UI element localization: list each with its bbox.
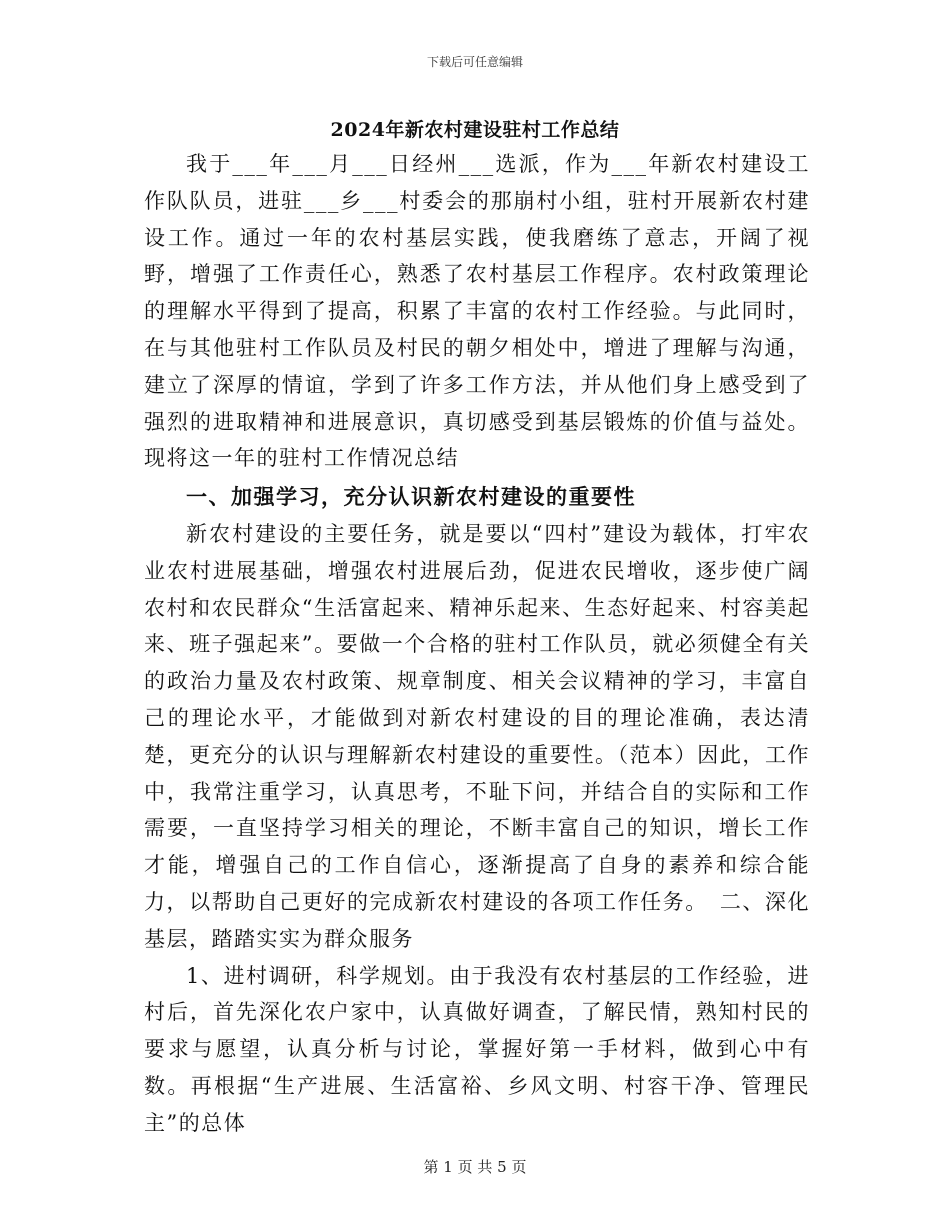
paragraph-item-1: 1、进村调研，科学规划。由于我没有农村基层的工作经验，进村后，首先深化农户家中，认真做好调查，了解民情，熟知村民的要求与愿望，认真分析与讨论，掌握好第一手材料，做到心中有数。再根据“生产进展、生活富裕、乡风文明、村容干净、管理民主”的总体	[144, 963, 810, 1135]
header-note: 下载后可任意编辑	[426, 55, 523, 69]
section-heading-1: 一、加强学习，充分认识新农村建设的重要性	[186, 484, 636, 510]
document-body	[144, 146, 810, 1142]
document-title: 2024年新农村建设驻村工作总结	[330, 119, 620, 141]
paragraph-intro: 我于___年___月___日经州___选派，作为___年新农村建设工作队队员，进驻___乡___村委会的那崩村小组，驻村开展新农村建设工作。通过一年的农村基层实践，使我磨练了意志，开阔了视野，增强了工作责任心，熟悉了农村基层工作程序。农村政策理论的理解水平得到了提高，积累了丰富的农村工作经验。与此同时，在与其他驻村工作队员及村民的朝夕相处中，增进了理解与沟通，建立了深厚的情谊，学到了许多工作方法，并从他们身上感受到了强烈的进取精神和进展意识，真切感受到基层锻炼的价值与益处。现将这一年的驻村工作情况总结	[144, 152, 810, 471]
paragraph-section-1: 新农村建设的主要任务，就是要以“四村”建设为载体，打牢农业农村进展基础，增强农村进展后劲，促进农民增收，逐步使广阔农村和农民群众“生活富起来、精神乐起来、生态好起来、村容美起来、班子强起来”。要做一个合格的驻村工作队员，就必须健全有关的政治力量及农村政策、规章制度、相关会议精神的学习，丰富自己的理论水平，才能做到对新农村建设的目的理论准确，表达清楚，更充分的认识与理解新农村建设的重要性。（范本）因此，工作中，我常注重学习，认真思考，不耻下问，并结合自的实际和工作需要，一直坚持学习相关的理论，不断丰富自己的知识，增长工作才能，增强自己的工作自信心，逐渐提高了自身的素养和综合能力，以帮助自己更好的完成新农村建设的各项工作任务。 二、深化基层，踏踏实实为群众服务	[144, 521, 810, 951]
page-footer: 第 1 页 共 5 页	[423, 1158, 527, 1176]
